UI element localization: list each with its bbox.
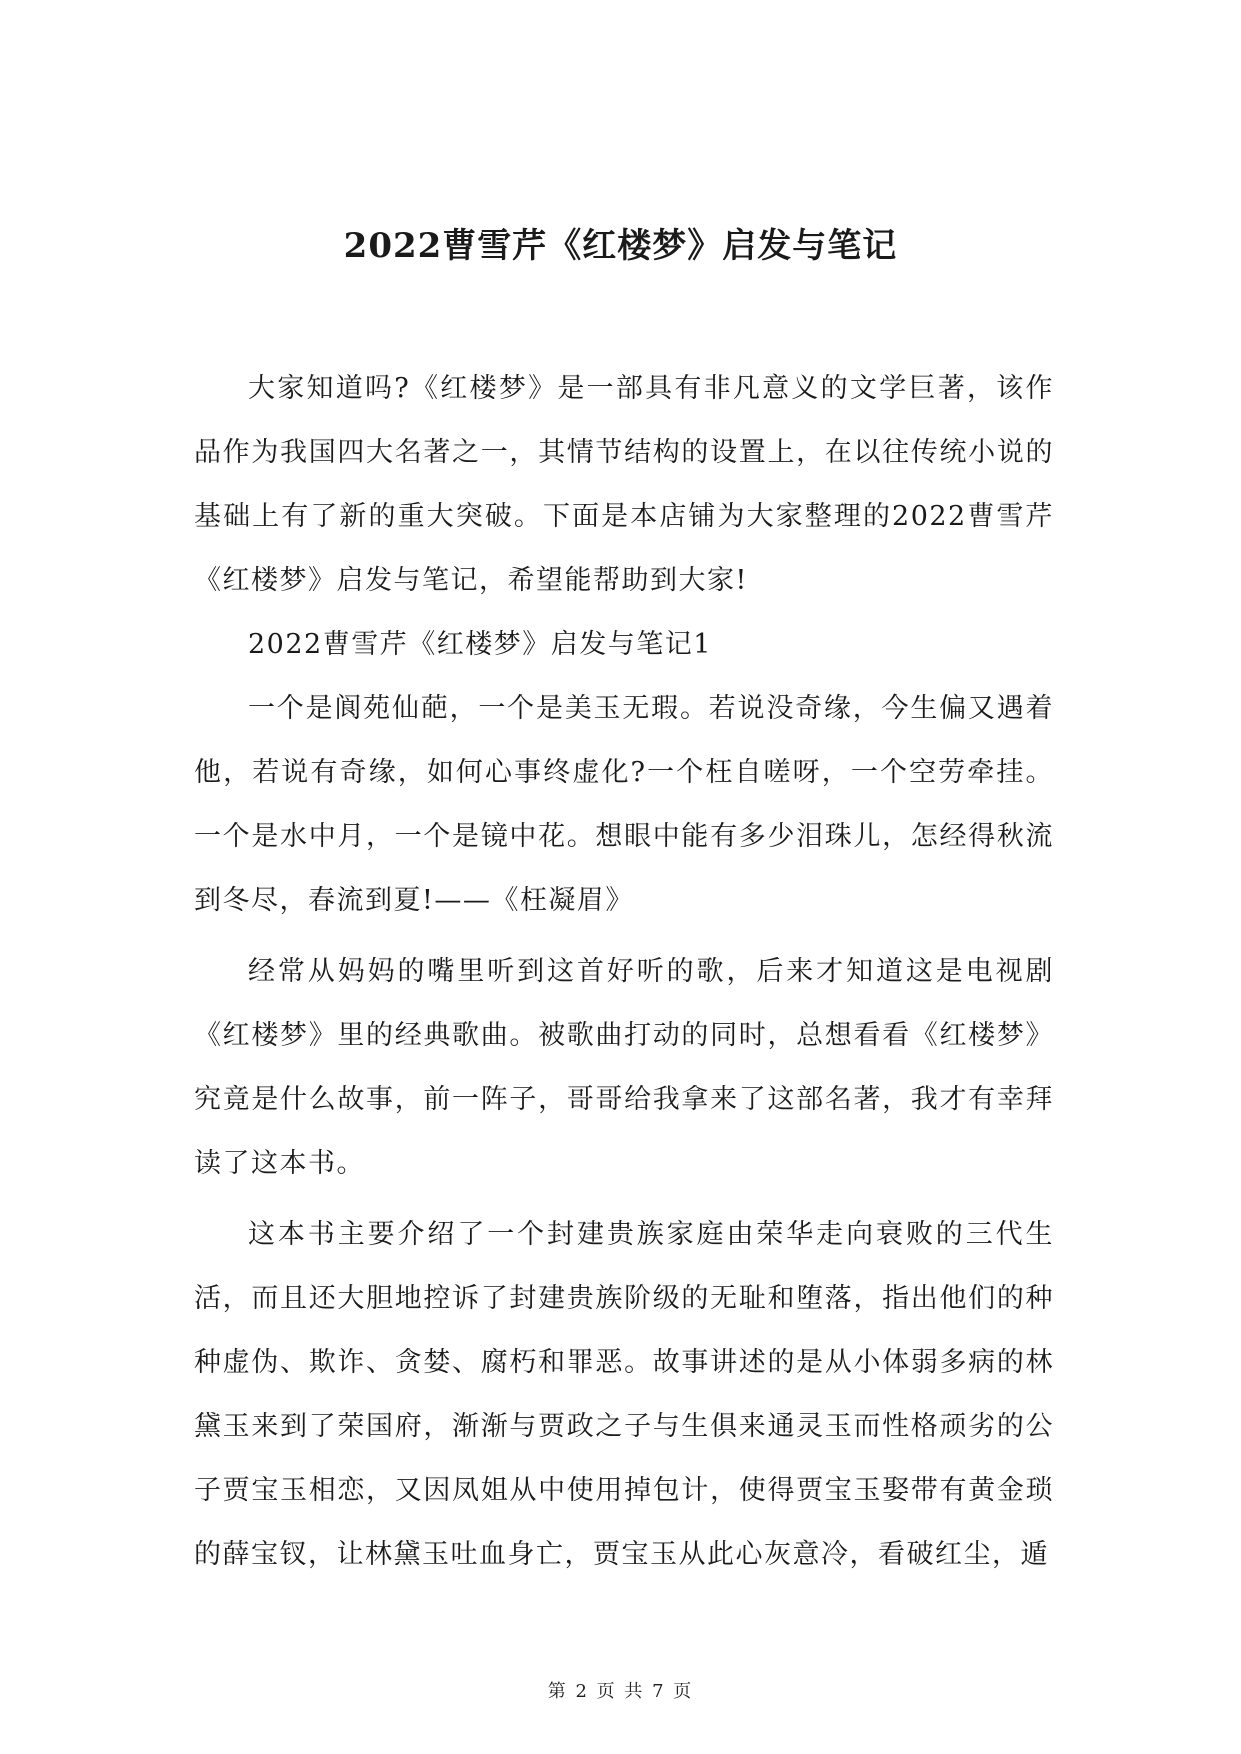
section-heading: 2022曹雪芹《红楼梦》启发与笔记1 xyxy=(248,629,712,660)
poem-paragraph: 一个是阆苑仙葩，一个是美玉无瑕。若说没奇缘，今生偏又遇着他，若说有奇缘，如何心事终虚化?一个枉自嗟呀，一个空劳牵挂。一个是水中月，一个是镜中花。想眼中能有多少泪珠儿，怎经得秋流到冬尽，春流到夏!——《枉凝眉》 xyxy=(194,693,1054,916)
body-paragraph: 经常从妈妈的嘴里听到这首好听的歌，后来才知道这是电视剧《红楼梦》里的经典歌曲。被歌曲打动的同时，总想看看《红楼梦》究竟是什么故事，前一阵子，哥哥给我拿来了这部名著，我才有幸拜读了这本书。 xyxy=(194,956,1054,1179)
document-title: 2022曹雪芹《红楼梦》启发与笔记 xyxy=(343,226,898,266)
body-paragraph: 这本书主要介绍了一个封建贵族家庭由荣华走向衰败的三代生活，而且还大胆地控诉了封建贵族阶级的无耻和堕落，指出他们的种种虚伪、欺诈、贪婪、腐朽和罪恶。故事讲述的是从小体弱多病的林黛玉来到了荣国府，渐渐与贾政之子与生俱来通灵玉而性格顽劣的公子贾宝玉相恋，又因凤姐从中使用掉包计，使得贾宝玉娶带有黄金琐的薛宝钗，让林黛玉吐血身亡，贾宝玉从此心灰意冷，看破红尘，遁 xyxy=(194,1219,1054,1570)
intro-paragraph: 大家知道吗?《红楼梦》是一部具有非凡意义的文学巨著，该作品作为我国四大名著之一，其情节结构的设置上，在以往传统小说的基础上有了新的重大突破。下面是本店铺为大家整理的2022曹雪芹《红楼梦》启发与笔记，希望能帮助到大家! xyxy=(194,373,1054,596)
page-number-footer: 第 2 页 共 7 页 xyxy=(547,1681,694,1702)
document-body xyxy=(194,357,1054,1587)
